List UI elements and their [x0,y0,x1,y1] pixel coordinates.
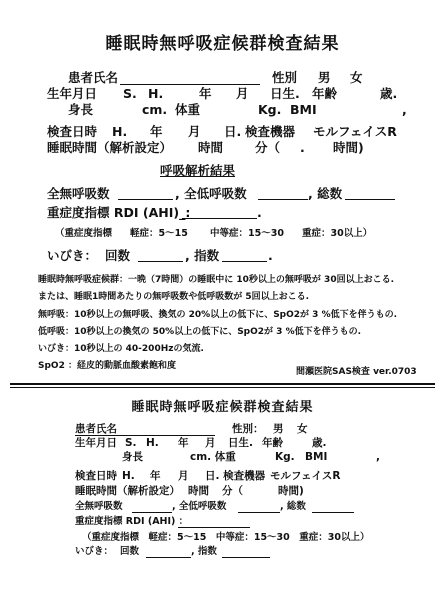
form1-note-sas-definition: 睡眠時無呼吸症候群：一晩（7時間）の睡眠中に 10秒以上の無呼吸が 30回以上おこる. [38,275,394,285]
form1-footer: 間瀬医院SAS検査 ver.0703 [296,367,417,377]
form1-title: 睡眠時無呼吸症候群検査結果 [105,34,340,54]
form2-snore-label: いびき： [75,546,114,557]
form1-note-snoring: いびき：10秒以上の 40-200Hzの気流. [38,344,204,354]
form1-age-label: 年齢 [312,86,338,101]
form2-total-field [312,512,354,513]
form1-exam-date-label: 検査日時 [47,124,98,139]
form2-era-h: H. [146,437,159,449]
form1-severity-severe: 重症：30以上） [302,228,373,239]
form2-bmi-comma: , [376,451,380,463]
form1-dob-day: 日生. [270,86,300,101]
form2-severity-line: （重症度指標 軽症：5～15 中等症：15～30 重症：30以上） [82,532,370,543]
form2-era-s: S. [125,437,137,449]
form2-snore-index-label: , 指数 [191,546,217,557]
form2-apnea-count-field [132,512,172,513]
form2-sleep-minutes: 分（ [222,485,243,497]
form2-exam-day-device: 日. 検査機器 [205,470,266,482]
form2-exam-month: 月 [178,470,189,482]
form1-exam-era-h: H. [112,124,128,139]
form1-apnea-count-label: 全無呼吸数 [47,186,110,201]
form1-bmi-comma: , [402,102,407,117]
form2-dob-month: 月 [205,437,216,449]
form1-note-hypopnea: 低呼吸：10秒以上の換気の 50%以上の低下に、SpO2が 3 %低下を伴うもの. [38,327,362,337]
form1-patient-name-label: 患者氏名 [68,70,119,85]
form2-height-unit: cm. 体重 [190,451,236,463]
form2-age-unit: 歳. [312,437,327,449]
form1-sleep-hours: 時間 [198,140,224,155]
form2-exam-date-label: 検査日時 [75,470,117,482]
form1-bmi-label: BMI [290,102,317,117]
form2-age-label: 年齢 [262,437,283,449]
form2-ahi-label: 重症度指標 RDI (AHI) ： [75,516,189,527]
form2-hypopnea-count-label: , 全低呼吸数 [172,501,227,512]
form1-dob-label: 生年月日 [47,86,98,101]
form1-snore-count-label: 回数 [105,248,131,263]
form1-era-h: H. [148,86,164,101]
form2-height-label: 身長 [122,451,143,463]
form2-sleep-time-label: 睡眠時間（解析設定） [75,485,180,497]
form1-total-field [345,199,395,200]
form2-exam-era-h: H. [122,470,135,482]
form2-dob-day: 日生. [228,437,253,449]
form1-hypopnea-count-label: , 全低呼吸数 [175,186,247,201]
form1-snore-index-field [222,261,267,262]
form2-dob-year: 年 [178,437,189,449]
form1-ahi-field [182,218,257,219]
form2-sex-male: 男 [273,423,284,435]
form1-snore-dot: . [268,248,273,263]
form1-sleep-hours-close: 時間) [333,140,364,155]
form2-bmi-label: BMI [305,451,328,463]
form1-sleep-minutes: 分（ [255,140,281,155]
form1-era-s: S. [123,86,137,101]
form2-apnea-count-label: 全無呼吸数 [75,501,123,512]
form2-exam-year: 年 [150,470,161,482]
form-divider-thick [10,383,435,385]
form2-hypopnea-count-field [238,512,280,513]
form1-sex-female: 女 [350,70,363,85]
form1-hypopnea-count-field [258,199,308,200]
form1-note-sas-alt: または、睡眠1時間あたりの無呼吸数や低呼吸数が 5回以上おこる. [38,292,310,302]
form1-device-name: モルフェイスR [313,124,397,139]
form1-sleep-time-label: 睡眠時間（解析設定） [47,140,173,155]
form1-severity-moderate: 中等症：15～30 [210,228,284,239]
form1-severity-mild: 軽症：5～15 [130,228,188,239]
form1-device-label: 検査機器 [245,124,296,139]
form2-weight-unit: Kg. [275,451,295,463]
form1-exam-day: 日. [224,124,242,139]
form2-sleep-hours: 時間 [188,485,209,497]
form1-severity-label: （重症度指標 [55,228,113,239]
form2-ahi-field [178,527,250,528]
form1-exam-month: 月 [188,124,201,139]
form1-note-spo2: SpO2 ：経皮的動脈血酸素飽和度 [38,361,176,371]
form1-height-label: 身長 [68,102,94,117]
form1-sex-male: 男 [318,70,331,85]
form1-total-label: , 総数 [308,186,343,201]
form1-sex-label: 性別 [272,70,298,85]
form1-section-title: 呼吸解析結果 [160,163,236,178]
form1-age-unit: 歳. [380,86,398,101]
form1-weight-unit: Kg. [258,102,282,117]
form1-note-apnea: 無呼吸：10秒以上の無呼吸、換気の 20%以上の低下に、SpO2が 3 %低下を伴うもの. [38,310,398,320]
form1-snore-count-field [138,261,183,262]
form2-snore-count-label: 回数 [120,546,140,557]
form2-device-name: モルフェイスR [270,470,341,482]
form2-dob-label: 生年月日 [75,437,117,449]
form1-height-unit: cm. [142,102,168,117]
form1-snore-index-label: , 指数 [185,248,220,263]
form1-patient-name-field [120,84,260,85]
form1-dob-year: 年 [199,86,212,101]
form-divider-thin [10,387,435,388]
form1-exam-year: 年 [150,124,163,139]
form2-patient-name-field [75,435,215,436]
form1-ahi-label: 重症度指標 RDI (AHI)_: [47,205,191,220]
form1-sleep-dot: . [300,140,305,155]
form2-snore-count-field [146,557,191,558]
form1-ahi-dot: . [257,205,262,220]
form2-sex-label: 性別： [232,423,264,435]
form1-dob-month: 月 [236,86,249,101]
form2-sex-female: 女 [297,423,308,435]
form1-snore-label: いびき： [47,248,98,263]
form2-total-label: , 総数 [280,501,306,512]
form2-snore-index-field [222,557,270,558]
form1-apnea-count-field [118,199,173,200]
form2-patient-name-label: 患者氏名 [75,423,117,435]
form1-weight-label: 体重 [175,102,201,117]
form2-title: 睡眠時無呼吸症候群検査結果 [131,400,314,415]
form2-sleep-hours-close: 時間) [278,485,304,497]
